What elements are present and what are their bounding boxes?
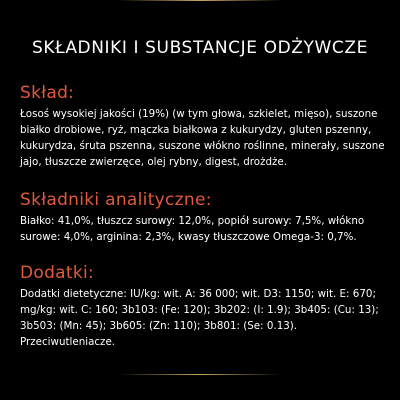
analytical-text: Białko: 41,0%, tłuszcz surowy: 12,0%, popiół surowy: 7,5%, włókno surowe: 4,0%, arginina: 2,3%, kwasy tłuszczowe Omega-3: 0,7%.: [20, 215, 365, 243]
ingredients-text: Łosoś wysokiej jakości (19%) (w tym głowa, szkielet, mięso), suszone białko drobiowe, ryż, mączka białkowa z kukurydzy, gluten pszenny, kukurydza, śruta pszenna, suszone włókno roślinne, minerały, suszone jajo, tłuszcze zwierzęce, olej rybny, digest, drożdże.: [20, 108, 385, 168]
top-divider: [118, 0, 282, 1]
additives-section: [20, 263, 385, 350]
bottom-divider: [118, 374, 282, 375]
page-title: SKŁADNIKI I SUBSTANCJE ODŻYWCZE: [32, 38, 368, 58]
ingredients-section: [20, 83, 385, 170]
analytical-section: [20, 190, 385, 245]
additives-heading: Dodatki:: [20, 263, 95, 283]
ingredients-heading: Skład:: [20, 83, 75, 103]
additives-text: Dodatki dietetyczne: IU/kg: wit. A: 36 000; wit. D3: 1150; wit. E: 670; mg/kg: wit. C: 160; 3b103: (Fe: 120); 3b202: (I: 1.9); 3b405: (Cu: 13); 3b503: (Mn: 45); 3b605: (Zn: 110); 3b801: (Se: 0.13). Przeciwutleniacze.: [20, 288, 379, 348]
analytical-heading: Składniki analityczne:: [20, 190, 212, 210]
